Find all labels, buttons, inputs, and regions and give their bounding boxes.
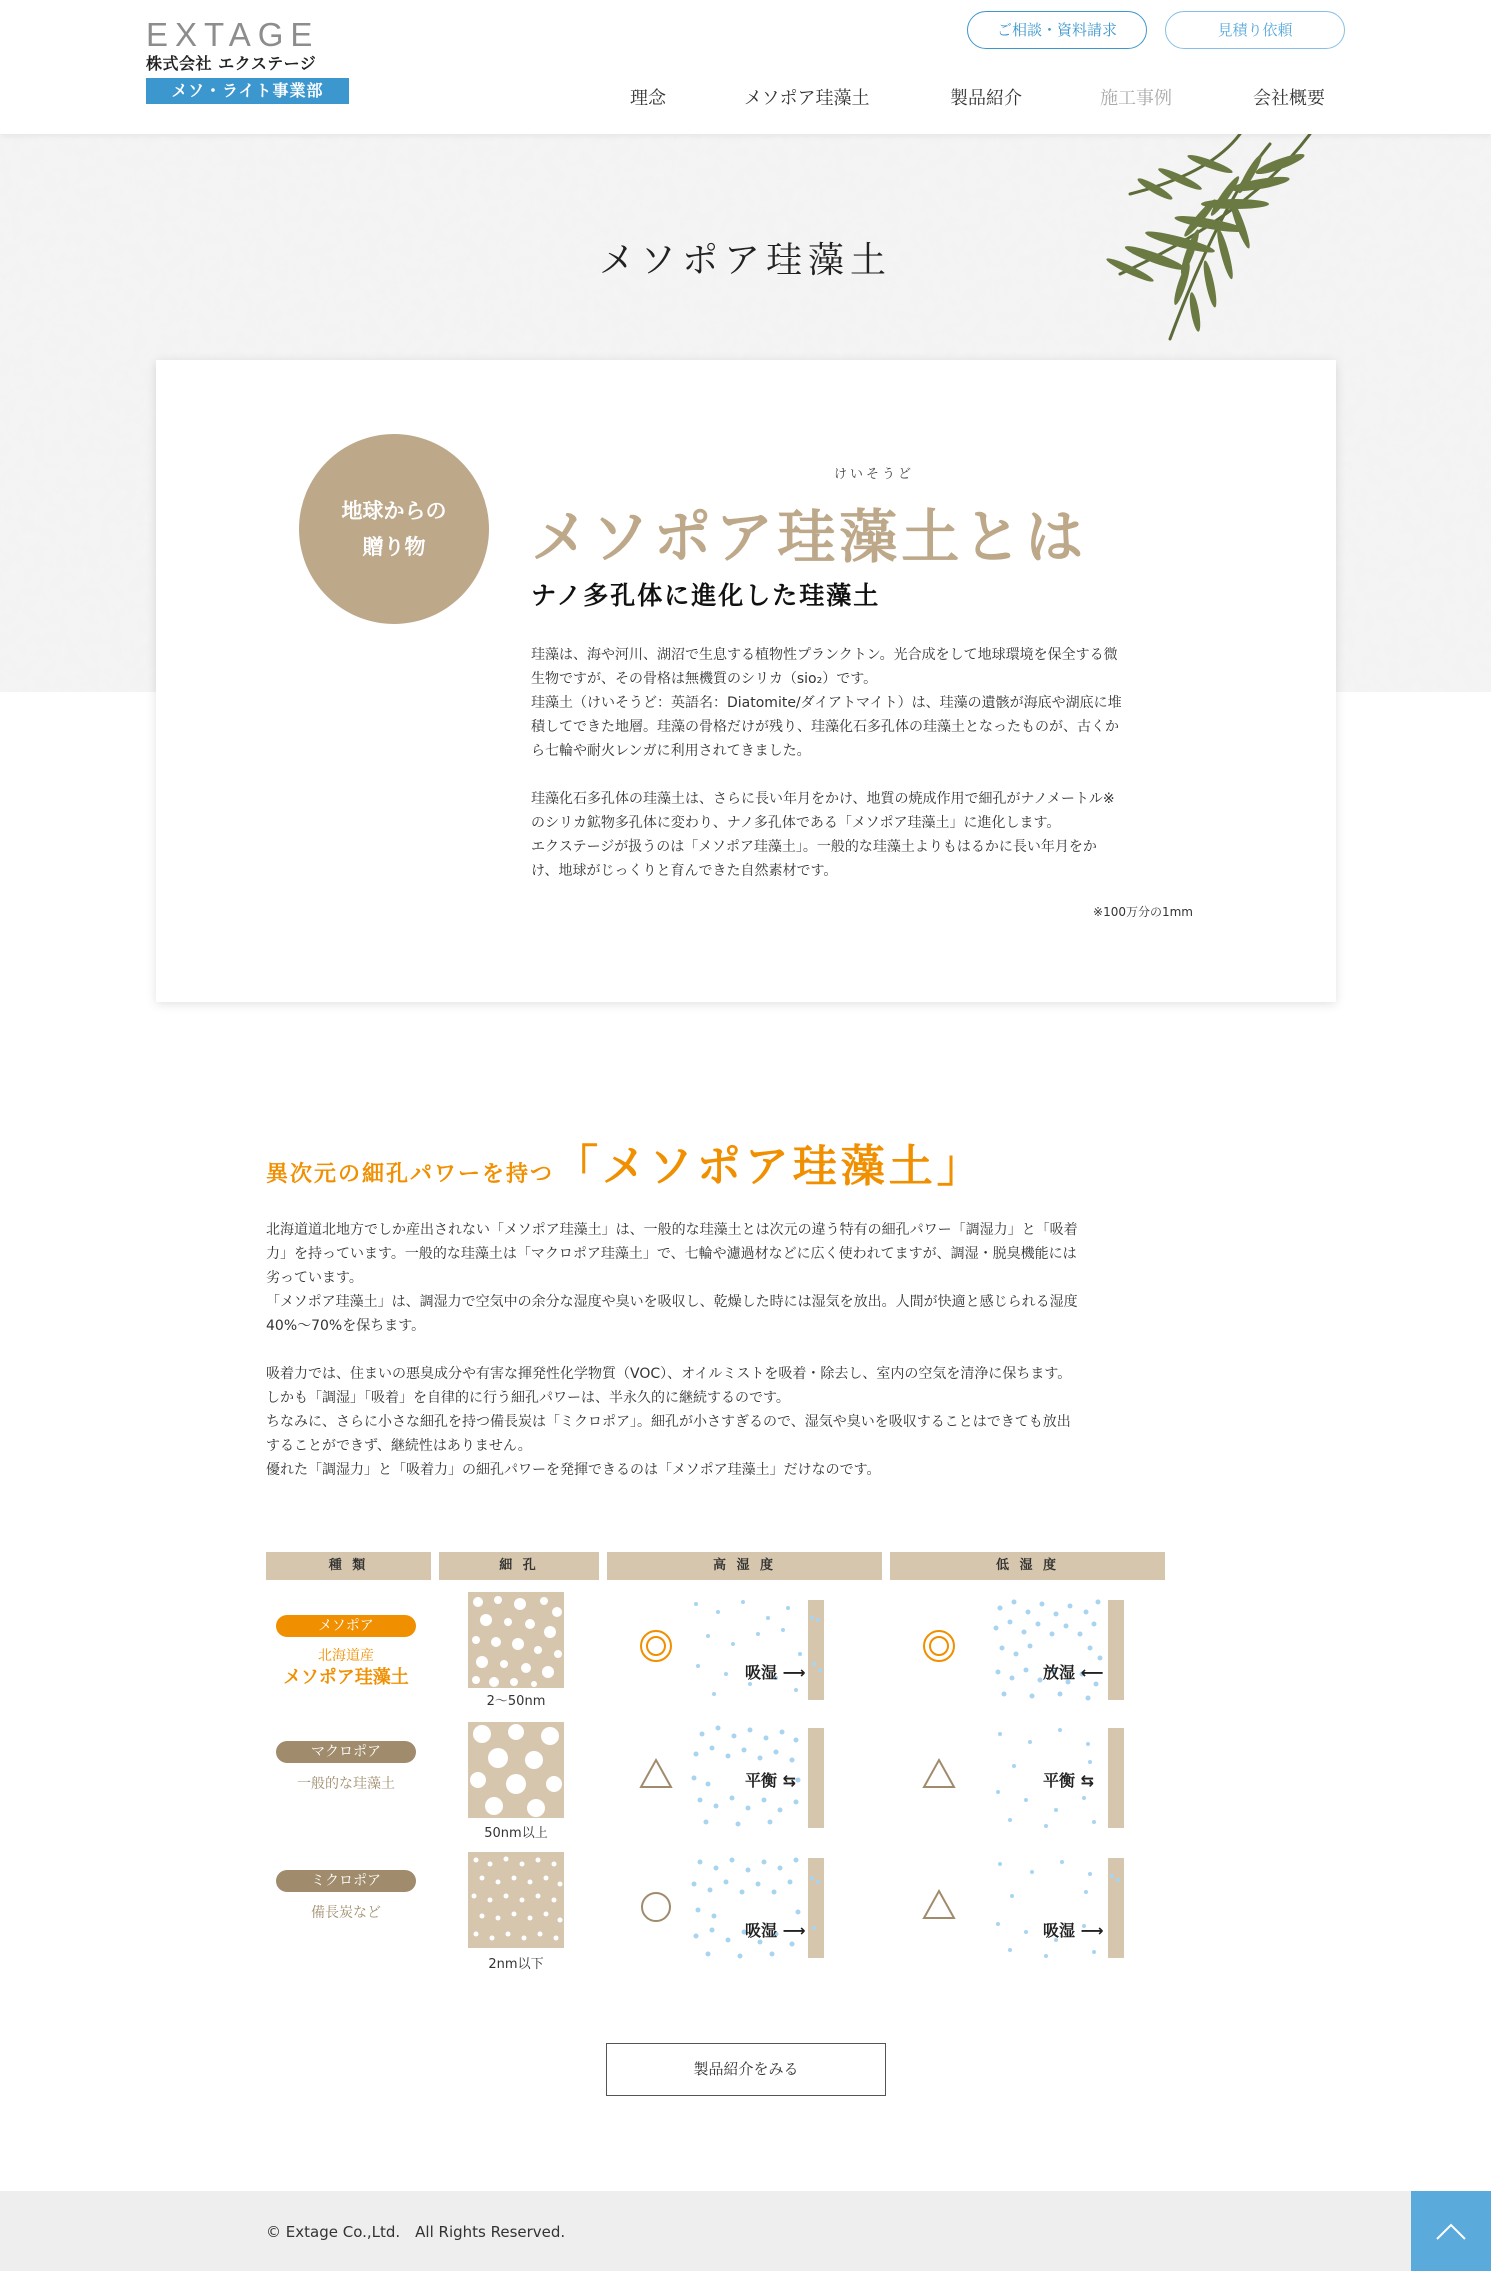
power-line: 劣っています。: [266, 1270, 363, 1286]
nav-item-products[interactable]: 製品紹介: [950, 88, 1022, 109]
low-label-meso: 放湿 ⟵: [1043, 1663, 1104, 1682]
pore-pattern-meso-icon: [468, 1592, 564, 1688]
power-line: しかも「調湿」「吸着」を自律的に行う細孔パワーは、半永久的に継続するのです。: [266, 1390, 790, 1406]
pore-pattern-macro-icon: [468, 1722, 564, 1818]
intro-card: [156, 360, 1336, 1002]
intro-line: 生物ですが、その骨格は無機質のシリカ（sio₂）です。: [531, 671, 878, 687]
power-body: [266, 1218, 1166, 1482]
nav-item-mesopore[interactable]: メソポア珪藻土: [744, 88, 870, 109]
power-line: 優れた「調湿力」と「吸着力」の細孔パワーを発揮できるのは「メソポア珪藻土」だけなのです。: [266, 1462, 881, 1478]
logo[interactable]: [146, 18, 349, 104]
nav-item-philosophy[interactable]: 理念: [630, 88, 666, 109]
table-header-high-humidity: 高 湿 度: [607, 1552, 882, 1580]
power-line: ちなみに、さらに小さな細孔を持つ備長炭は「ミクロポア」。細孔が小さすぎるので、湿気や臭いを吸収することはできても放出: [266, 1414, 1071, 1430]
row-name-mesopore: [266, 1645, 426, 1689]
consult-button[interactable]: ご相談・資料請求: [967, 11, 1147, 49]
back-to-top-button[interactable]: [1411, 2191, 1491, 2271]
intro-line: エクステージが扱うのは「メソポア珪藻土」。一般的な珪藻土よりもはるかに長い年月をか: [531, 839, 1097, 855]
nav-item-company[interactable]: 会社概要: [1253, 88, 1325, 109]
logo-company-name: 株式会社 エクステージ: [146, 54, 317, 73]
low-label-macro: 平衡 ⇆: [1043, 1771, 1094, 1790]
low-label-micro: 吸湿 ⟶: [1043, 1921, 1104, 1940]
pill-mesopore: メソポア: [276, 1615, 416, 1637]
power-line: 40%〜70%を保ちます。: [266, 1318, 426, 1334]
intro-line: 珪藻化石多孔体の珪藻土は、さらに長い年月をかけ、地質の焼成作用で細孔がナノメートル※: [531, 791, 1115, 807]
low-humidity-micro-diagram: [990, 1852, 1170, 1964]
intro-line: 珪藻土（けいそうど：英語名：Diatomite/ダイアトマイト）は、珪藻の遺骸が海底や湖底に堆: [531, 695, 1122, 711]
high-label-macro: 平衡 ⇆: [745, 1771, 796, 1790]
intro-line: 積してできた地層。珪藻の骨格だけが残り、珪藻化石多孔体の珪藻土となったものが、古くか: [531, 719, 1119, 735]
triangle-icon: [638, 1756, 674, 1792]
row-name-micropore: 備長炭など: [311, 1905, 381, 1921]
pill-micropore: ミクロポア: [276, 1870, 416, 1892]
intro-line: 珪藻は、海や河川、湖沼で生息する植物性プランクトン。光合成をして地球環境を保全する微: [531, 647, 1118, 663]
logo-wordmark: EXTAGE: [146, 16, 320, 53]
nav-item-cases[interactable]: 施工事例: [1100, 88, 1172, 109]
high-label-micro: 吸湿 ⟶: [745, 1921, 806, 1940]
paragraph-gap: [266, 1338, 1166, 1362]
high-humidity-micro-diagram: [688, 1852, 868, 1964]
pill-macropore: マクロポア: [276, 1741, 416, 1763]
table-header-low-humidity: 低 湿 度: [890, 1552, 1165, 1580]
pore-size-label: 2〜50nm: [486, 1694, 546, 1709]
intro-body: [531, 643, 1191, 883]
triangle-icon: [921, 1756, 957, 1792]
title-ruby: けいそうど: [834, 467, 915, 482]
intro-title: メソポア珪藻土とは: [531, 503, 1088, 571]
triangle-icon: [921, 1887, 957, 1923]
pore-size-label: 50nm以上: [484, 1826, 548, 1841]
table-header-pore: 細 孔: [439, 1552, 599, 1580]
power-heading-small: 異次元の細孔パワーを持つ: [266, 1162, 555, 1187]
estimate-button[interactable]: 見積り依頼: [1165, 11, 1345, 49]
power-line: 「メソポア珪藻土」は、調湿力で空気中の余分な湿度や臭いを吸収し、乾燥した時には湿気を放出。人間が快適と感じられる湿度: [266, 1294, 1078, 1310]
intro-line: け、地球がじっくりと育んできた自然素材です。: [531, 863, 838, 879]
high-humidity-meso-diagram: [688, 1594, 868, 1706]
power-line: することができず、継続性はありません。: [266, 1438, 532, 1454]
row-name-macropore: 一般的な珪藻土: [297, 1776, 395, 1792]
paragraph-gap: [531, 763, 1191, 787]
site-header: [0, 0, 1491, 134]
intro-line: ら七輪や耐火レンガに利用されてきました。: [531, 743, 811, 759]
row-name-line2: メソポア珪藻土: [283, 1667, 409, 1688]
page-title: メソポア珪藻土: [599, 240, 892, 281]
circle-icon: [638, 1889, 674, 1925]
low-humidity-meso-diagram: [990, 1594, 1170, 1706]
pore-size-label: 2nm以下: [488, 1957, 544, 1972]
site-footer: [0, 2191, 1491, 2271]
gift-circle-badge: 地球からの 贈り物: [299, 434, 489, 624]
unit-note: ※100万分の1mm: [1093, 905, 1193, 919]
intro-line: のシリカ鉱物多孔体に変わり、ナノ多孔体である「メソポア珪藻土」に進化します。: [531, 815, 1061, 831]
chevron-up-icon: [1411, 2191, 1491, 2271]
power-heading: [266, 1130, 985, 1194]
double-circle-icon: [638, 1628, 674, 1664]
row-name-line1: 北海道産: [318, 1648, 374, 1664]
high-label-meso: 吸湿 ⟶: [745, 1663, 806, 1682]
power-line: 力」を持っています。一般的な珪藻土は「マクロポア珪藻土」で、七輪や濾過材などに広く使われてますが、調湿・脱臭機能には: [266, 1246, 1077, 1262]
double-circle-icon: [921, 1628, 957, 1664]
pore-pattern-micro-icon: [468, 1852, 564, 1948]
intro-subtitle: ナノ多孔体に進化した珪藻土: [531, 581, 881, 610]
copyright-text: © Extage Co.,Ltd. All Rights Reserved.: [266, 2223, 566, 2241]
table-header-type: 種 類: [266, 1552, 431, 1580]
power-line: 北海道道北地方でしか産出されない「メソポア珪藻土」は、一般的な珪藻土とは次元の違う特有の細孔パワー「調湿力」と「吸着: [266, 1222, 1078, 1238]
logo-division-badge: メソ・ライト事業部: [146, 78, 349, 104]
view-products-button[interactable]: 製品紹介をみる: [606, 2043, 886, 2096]
power-heading-big: 「メソポア珪藻土」: [554, 1141, 985, 1192]
power-line: 吸着力では、住まいの悪臭成分や有害な揮発性化学物質（VOC）、オイルミストを吸着・除去し、室内の空気を清浄に保ちます。: [266, 1366, 1072, 1382]
